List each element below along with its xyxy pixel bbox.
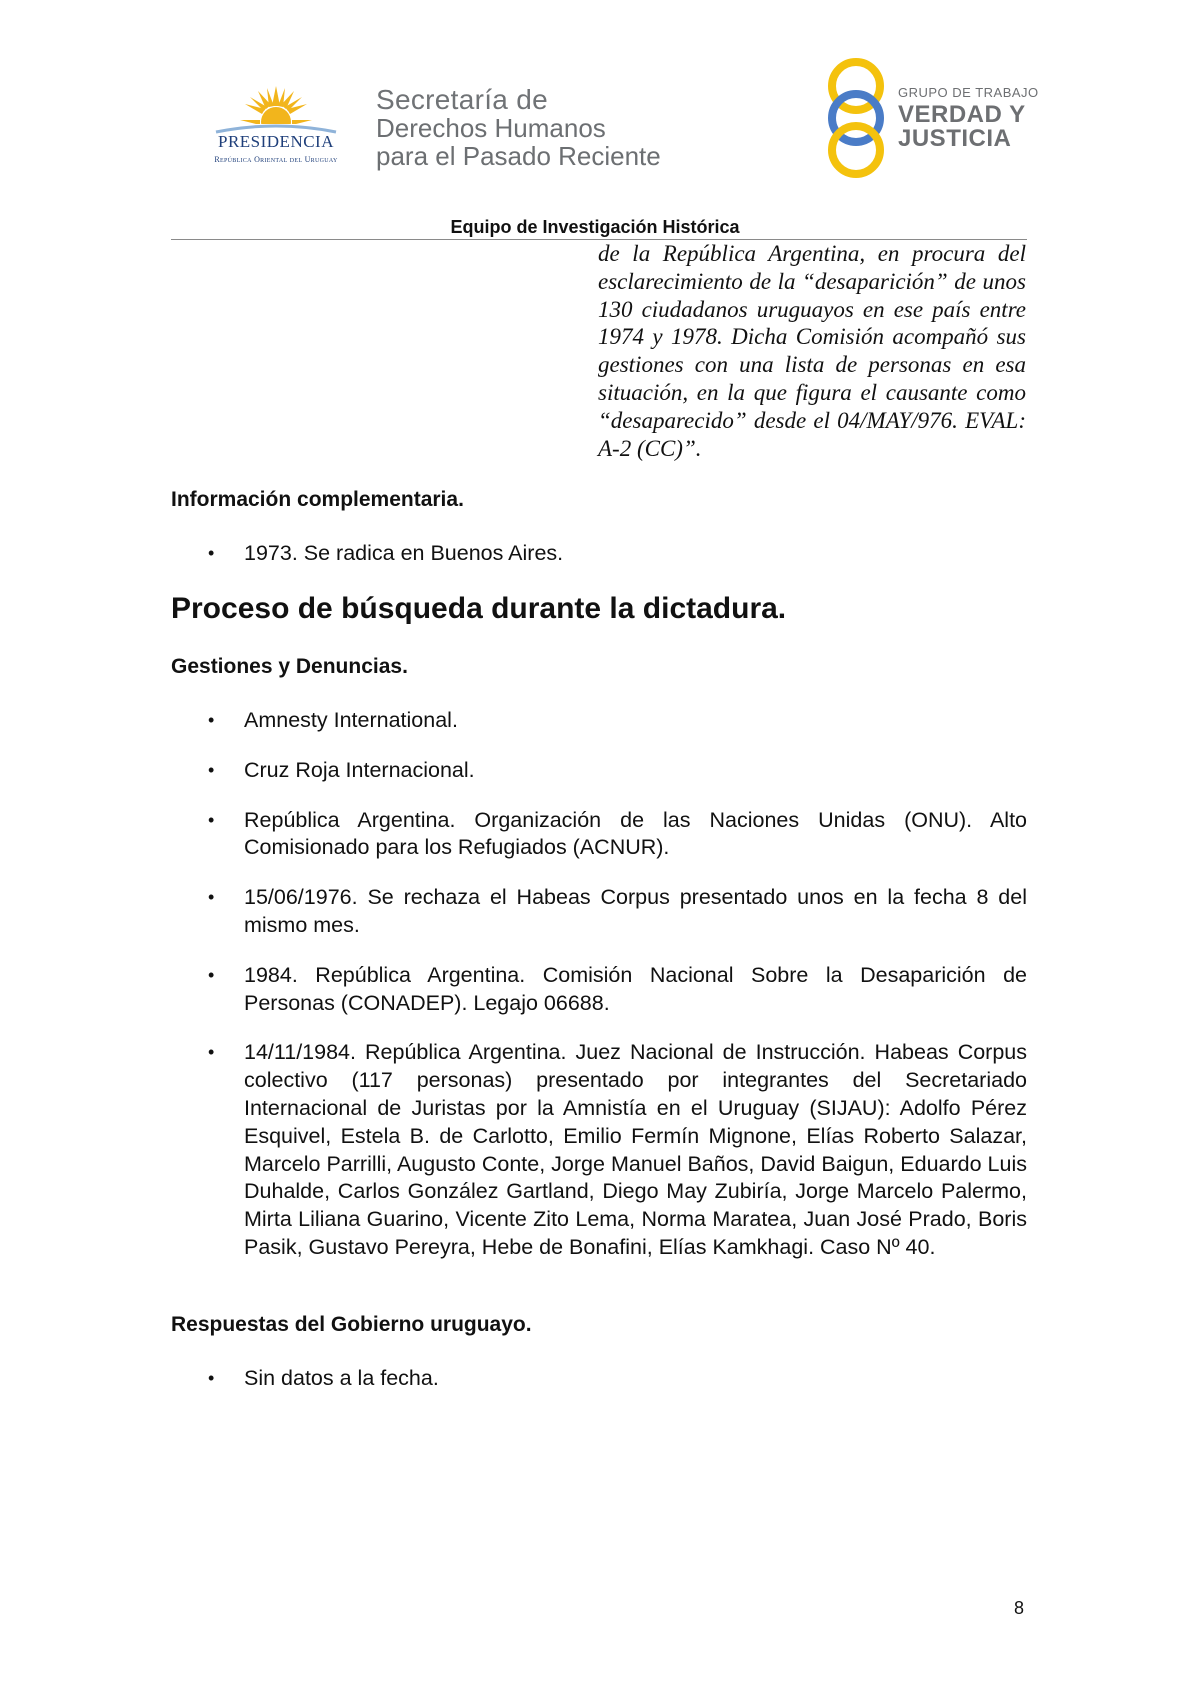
- bullet: •: [208, 1368, 215, 1388]
- bullet: •: [208, 759, 215, 780]
- respuestas-list: [171, 1365, 1027, 1393]
- bullet: •: [208, 887, 215, 908]
- gtvj-line-1: GRUPO DE TRABAJO: [898, 85, 1039, 100]
- respuestas-heading: Respuestas del Gobierno uruguayo.: [171, 1313, 532, 1336]
- sun-emblem-icon: [196, 80, 356, 180]
- presidencia-subtitle: República Oriental del Uruguay: [214, 155, 338, 164]
- list-item: • 14/11/1984. República Argentina. Juez Nacional de Instrucción. Habeas Corpus colectivo (117 personas) presentado por integrantes del Secretariado Internacional de Juristas por la Amnistía en el Uruguay (SIJAU): Adolfo Pérez Esquivel, Estela B. de Carlotto, Emilio Fermín Mignone, Elías Roberto Salazar, Marcelo Parrilli, Augusto Conte, Jorge Manuel Baños, David Baigun, Eduardo Luis Duhalde, Carlos González Gartland, Diego May Zubiría, Jorge Marcelo Palermo, Mirta Liliana Guarino, Vicente Zito Lema, Norma Maratea, Juan José Prado, Boris Pasik, Gustavo Pereyra, Hebe de Bonafini, Elías Kamkhagi. Caso Nº 40.: [208, 1040, 1027, 1259]
- bullet: •: [208, 809, 215, 830]
- bullet: •: [208, 964, 215, 985]
- gestiones-heading: Gestiones y Denuncias.: [171, 655, 408, 678]
- gestiones-list: [171, 707, 1027, 1262]
- secretaria-line-1: Secretaría de: [376, 84, 548, 115]
- quote-paragraph: de la República Argentina, en procura del esclarecimiento de la “desaparición” de unos 130 ciudadanos uruguayos en ese país entre 1974 y 1978. Dicha Comisión acompañó sus gestiones con una lista de personas en esa situación, en la que figura el causante como “desaparecido” desde el 04/MAY/976. EVAL: A-2 (CC)”.: [598, 241, 1026, 461]
- presidencia-logo: [196, 80, 356, 180]
- presidencia-wordmark: PRESIDENCIA: [217, 132, 334, 151]
- gtvj-line-2: VERDAD Y: [898, 101, 1026, 128]
- secretaria-title: [376, 86, 661, 170]
- list-item: • 15/06/1976. Se rechaza el Habeas Corpus presentado unos en la fecha 8 del mismo mes.: [208, 885, 1027, 937]
- bullet: •: [208, 543, 215, 563]
- list-item: • 1984. República Argentina. Comisión Nacional Sobre la Desaparición de Personas (CONADEP). Legajo 06688.: [208, 962, 1027, 1015]
- list-item: • República Argentina. Organización de las Naciones Unidas (ONU). Alto Comisionado para los Refugiados (ACNUR).: [208, 807, 1027, 860]
- secretaria-line-2: Derechos Humanos: [376, 113, 606, 143]
- verdad-justicia-wordmark: [898, 86, 1039, 151]
- gtvj-line-3: JUSTICIA: [898, 125, 1012, 152]
- list-item: • 1973. Se radica en Buenos Aires.: [171, 540, 1027, 568]
- proceso-title: Proceso de búsqueda durante la dictadura.: [171, 592, 787, 625]
- list-item: • Cruz Roja Internacional.: [171, 757, 1027, 785]
- team-heading: Equipo de Investigación Histórica: [450, 217, 740, 237]
- bullet: •: [208, 1042, 215, 1063]
- secretaria-line-3: para el Pasado Reciente: [376, 141, 661, 171]
- bullet: •: [208, 710, 215, 730]
- list-item: • Amnesty International.: [171, 707, 1027, 735]
- page-number: 8: [1014, 1598, 1025, 1618]
- info-complementaria-list: [171, 540, 1027, 568]
- list-item: • Sin datos a la fecha.: [171, 1365, 1027, 1393]
- info-complementaria-heading: Información complementaria.: [171, 488, 464, 511]
